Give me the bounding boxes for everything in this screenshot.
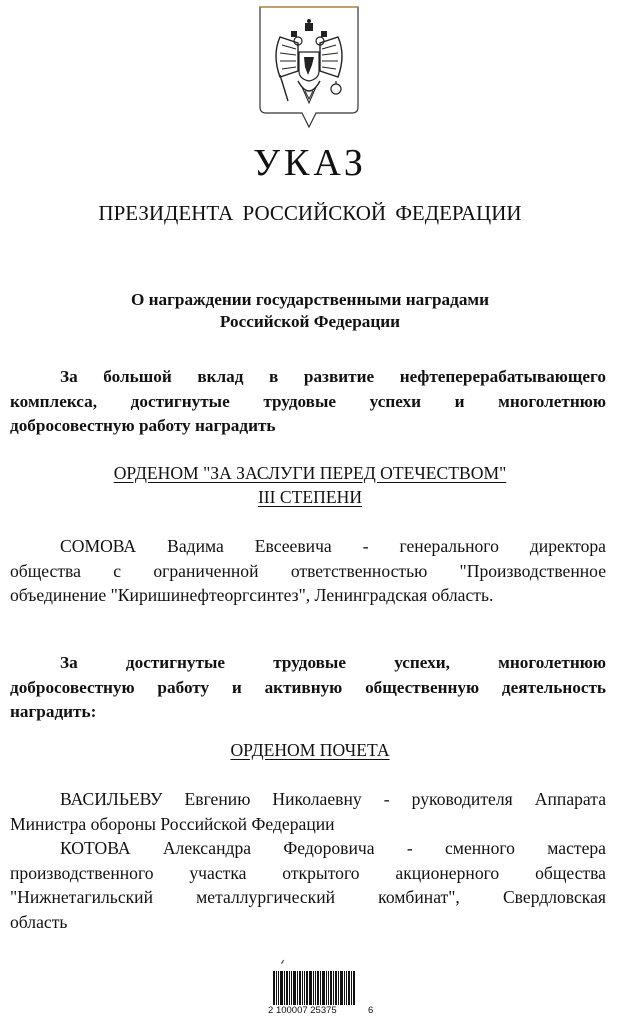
award-intro-paragraph: [10, 365, 606, 439]
paragraph-line: объединение "Киришинефтеоргсинтез", Ленинградская область.: [10, 585, 494, 605]
paragraph-line: наградить:: [10, 702, 97, 721]
barcode-bars: [273, 971, 359, 1005]
barcode-digits: [268, 1005, 378, 1016]
paragraph-line: КОТОВА Александра Федоровича - сменного мастера: [60, 838, 606, 858]
awardee-entry: [10, 787, 606, 836]
awardee-entry: [10, 836, 606, 934]
barcode-prefix: 2: [268, 1005, 274, 1016]
paragraph-line: Министра обороны Российской Федерации: [10, 813, 335, 834]
paragraph-line: производственного участка открытого акционерного общества: [10, 862, 606, 883]
paragraph-line: область: [10, 911, 68, 932]
document-title: УКАЗ: [253, 142, 367, 184]
heading-line: О награждении государственными наградами: [130, 290, 490, 309]
paragraph-line: комплекса, достигнутые трудовые успехи и многолетнюю: [10, 391, 606, 411]
awardee-entry: [10, 534, 606, 608]
paragraph-line: СОМОВА Вадима Евсеевича - генерального директора: [60, 536, 606, 556]
barcode: [268, 958, 374, 1018]
paragraph-line: За достигнутые трудовые успехи, многолетнюю: [60, 653, 606, 672]
heading-line: Российской Федерации: [219, 312, 401, 331]
paragraph-line: добросовестную работу и активную общественную деятельность: [10, 677, 606, 697]
paragraph-line: "Нижнетагильский металлургический комбинат", Свердловская: [10, 887, 606, 907]
paragraph-line: добросовестную работу наградить: [10, 416, 276, 435]
order-title-line: ОРДЕНОМ ПОЧЕТА: [230, 740, 390, 760]
paragraph-line: За большой вклад в развитие нефтеперерабатывающего: [60, 367, 606, 386]
barcode-number: 100007 25375: [275, 1005, 337, 1016]
barcode-check-digit: 6: [368, 1005, 374, 1016]
award-intro-paragraph: [10, 651, 606, 725]
order-name: [0, 461, 620, 509]
order-title-line: ОРДЕНОМ "ЗА ЗАСЛУГИ ПЕРЕД ОТЕЧЕСТВОМ": [113, 463, 507, 483]
decree-heading: [0, 289, 620, 333]
printer-mark-icon: ⸙: [280, 958, 286, 966]
coat-of-arms-icon: [258, 5, 360, 129]
order-name: [0, 738, 620, 762]
document-subtitle: ПРЕЗИДЕНТА РОССИЙСКОЙ ФЕДЕРАЦИИ: [98, 201, 522, 225]
paragraph-line: ВАСИЛЬЕВУ Евгению Николаевну - руководителя Аппарата: [60, 789, 606, 809]
order-degree-line: III СТЕПЕНИ: [257, 487, 363, 507]
paragraph-line: общества с ограниченной ответственностью "Производственное: [10, 560, 606, 581]
